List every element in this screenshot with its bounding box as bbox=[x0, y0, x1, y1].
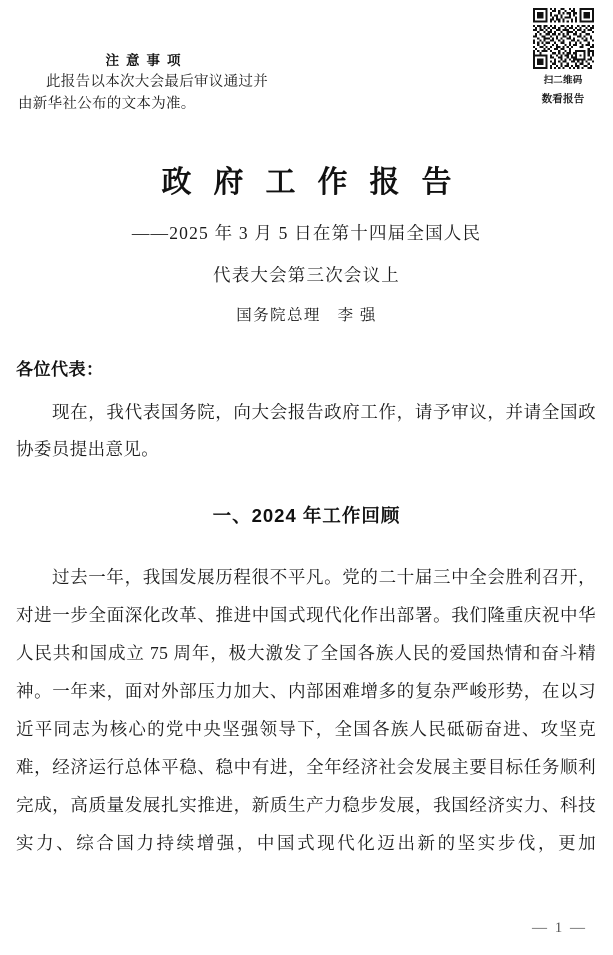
qr-code-icon bbox=[533, 8, 594, 69]
document-subtitle-line-2: 代表大会第三次会议上 bbox=[213, 265, 400, 285]
qr-code-block bbox=[524, 6, 602, 107]
qr-caption-scan: 扫二维码 bbox=[543, 75, 583, 86]
notice-block bbox=[18, 52, 268, 115]
body-paragraph: 过去一年，我国发展历程很不平凡。党的二十届三中全会胜利召开，对进一步全面深化改革、推进中国式现代化作出部署。我们隆重庆祝中华人民共和国成立 75 周年，极大激发了全国各族人民的爱国热情和奋斗精神。一年来，面对外部压力加大、内部困难增多的复杂严峻形势，在以习近平同志为核心的党中央坚强领导下，全国各族人民砥砺奋进、攻坚克难，经济运行总体平稳、稳中有进，全年经济社会发展主要目标任务顺利完成，高质量发展扎实推进，新质生产力稳步发展，我国经济实力、科技实力、综合国力持续增强，中国式现代化迈出新的坚实步伐，更加 bbox=[16, 567, 596, 853]
section-heading: 一、2024 年工作回顾 bbox=[212, 505, 401, 526]
page-number: — 1 — bbox=[532, 920, 587, 936]
document-subtitle-line-1: ——2025 年 3 月 5 日在第十四届全国人民 bbox=[131, 223, 482, 243]
opening-paragraph: 现在，我代表国务院，向大会报告政府工作，请予审议，并请全国政协委员提出意见。 bbox=[16, 402, 596, 459]
notice-title: 注意事项 bbox=[105, 53, 188, 68]
document-byline: 国务院总理 李 强 bbox=[236, 307, 377, 324]
qr-caption-report: 数看报告 bbox=[541, 92, 585, 105]
notice-body: 此报告以本次大会最后审议通过并由新华社公布的文本为准。 bbox=[18, 73, 268, 113]
page-title: 政府工作报告 bbox=[161, 166, 474, 199]
salutation: 各位代表： bbox=[16, 360, 104, 379]
